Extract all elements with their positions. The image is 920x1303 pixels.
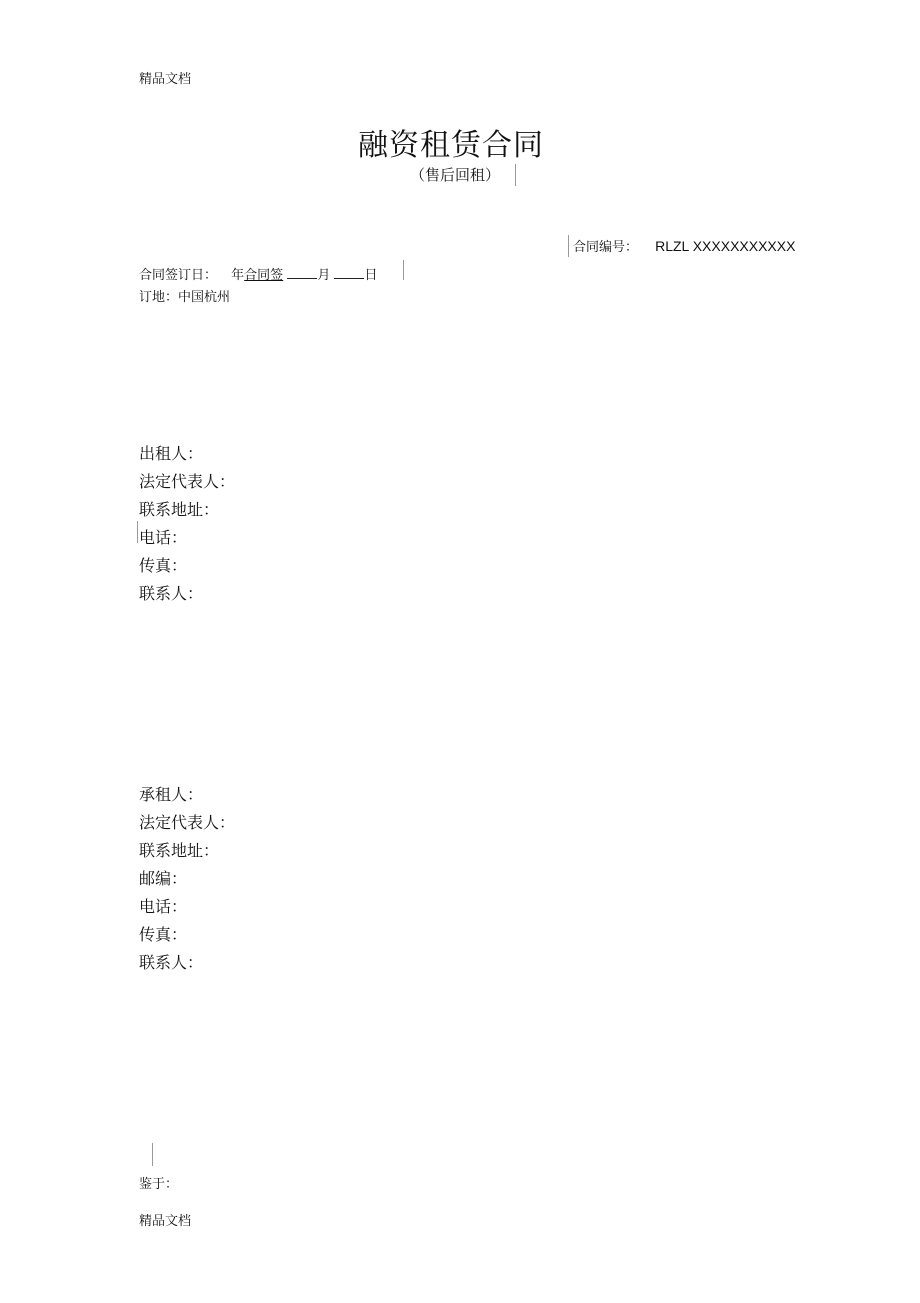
lessee-field: 联系人：	[139, 953, 204, 972]
month-blank[interactable]	[287, 266, 317, 279]
lessor-field: 电话：	[139, 528, 188, 547]
lessor-field: 出租人：	[139, 444, 204, 463]
cursor-mark	[137, 521, 138, 543]
lessor-field: 法定代表人：	[139, 472, 236, 491]
contract-number-value: RLZL XXXXXXXXXXX	[655, 238, 796, 254]
lessee-field: 联系地址：	[139, 841, 220, 860]
signing-month-label: 月	[317, 268, 331, 283]
signing-date	[139, 264, 378, 283]
document-title: 融资租赁合同	[358, 128, 544, 163]
signing-day-label: 日	[364, 268, 378, 283]
cursor-mark	[515, 164, 516, 186]
lessee-field: 电话：	[139, 897, 188, 916]
lessee-field: 法定代表人：	[139, 813, 236, 832]
contract-number	[573, 236, 795, 255]
cursor-mark	[568, 235, 569, 257]
signing-date-underlined: 合同签	[244, 268, 284, 283]
lessor-field: 联系人：	[139, 584, 204, 603]
lessor-field: 传真：	[139, 556, 188, 575]
lessee-field: 传真：	[139, 925, 188, 944]
lessee-field: 邮编：	[139, 869, 188, 888]
footer-watermark: 精品文档	[139, 1214, 192, 1229]
signing-place: 订地：中国杭州	[139, 290, 231, 305]
signing-year-label: 年	[231, 268, 245, 283]
whereas-heading: 鉴于：	[139, 1177, 179, 1192]
lessee-field: 承租人：	[139, 785, 204, 804]
signing-date-label: 合同签订日：	[139, 268, 218, 283]
document-subtitle: （售后回租）	[409, 166, 500, 184]
header-watermark: 精品文档	[139, 72, 192, 87]
lessor-field: 联系地址：	[139, 500, 220, 519]
cursor-mark	[152, 1143, 153, 1166]
contract-number-label: 合同编号：	[573, 240, 639, 255]
cursor-mark	[403, 260, 404, 280]
day-blank[interactable]	[334, 266, 364, 279]
